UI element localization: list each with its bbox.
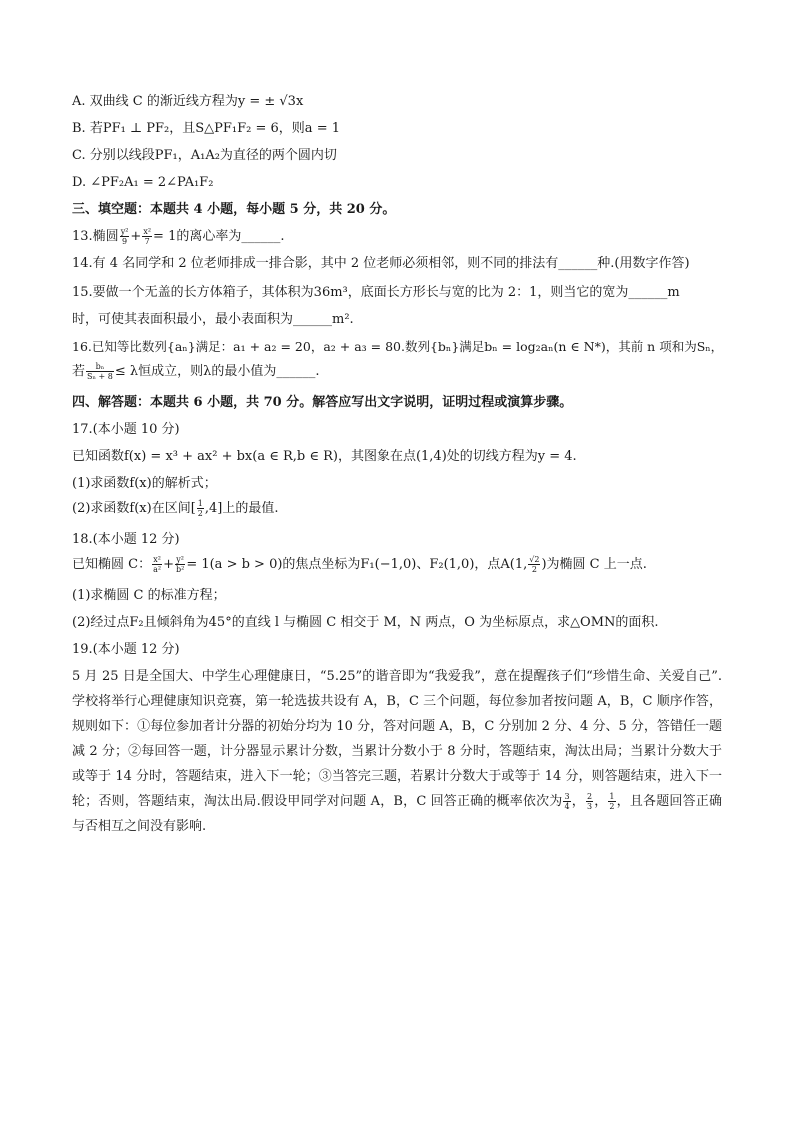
q18-fx-den: a² (153, 565, 162, 574)
q17-frac-den: 2 (197, 509, 203, 518)
q18-stem-suffix: )为椭圆 C 上一点. (541, 557, 647, 572)
question-13 (72, 227, 284, 246)
q19-pc-num: 1 (609, 792, 615, 801)
q19-pa-den: 4 (564, 802, 570, 811)
q19-tail: ，且各题回答正确与否相互之间没有影响. (72, 794, 722, 834)
q16-prefix: 若 (72, 364, 86, 379)
question-15-line1: 15.要做一个无盖的长方体箱子，其体积为36m³，底面长方形长与宽的比为 2：1，则当它的宽为______m (72, 285, 680, 300)
q18-fraction-y (175, 555, 185, 574)
q19-prob-c (608, 792, 615, 811)
q18-part2: (2)经过点F₂且倾斜角为45°的直线 l 与椭圆 C 相交于 M，N 两点，O 为坐标原点，求△OMN的面积. (72, 615, 659, 630)
q19-title: 19.(本小题 12 分) (72, 642, 180, 657)
q19-body-text: 5 月 25 日是全国大、中学生心理健康日，“5.25”的谐音即为“我爱我”，意在提醒孩子们“珍惜生命、关爱自己”.学校将举行心理健康知识竞赛，第一轮选拔共设有 A，B，C 三个问题，每位参加者按问题 A，B，C 顺序作答，规则如下：①每位参加者计分器的初始分均为 10 分，答对问题 A，B，C 分别加 2 分、4 分、5 分，答错任一题减 2 分；②每回答一题，计分器显示累计分数，当累计分数小于 8 分时，答题结束，淘汰出局；当累计分数大于或等于 14 分时，答题结束，进入下一轮；③当答完三题，若累计分数大于或等于 14 分，则答题结束，进入下一轮；否则，答题结束，淘汰出局.假设甲同学对问题 A，B，C 回答正确的概率依次为 (72, 669, 722, 809)
q13-frac2-den: 7 (144, 237, 150, 246)
q19-pc-den: 2 (609, 802, 615, 811)
option-c: C. 分别以线段PF₁，A₁A₂为直径的两个圆内切 (72, 148, 337, 163)
q18-fy-num: y² (176, 555, 185, 564)
q19-prob-a (563, 792, 570, 811)
q13-plus: + (130, 229, 142, 244)
option-b: B. 若PF₁ ⊥ PF₂，且S△PF₁F₂ = 6，则a = 1 (72, 121, 340, 136)
q13-frac1-den: 9 (122, 237, 128, 246)
q17-frac-num: 1 (197, 499, 203, 508)
q18-fx-num: x² (153, 555, 161, 564)
q16-fraction (86, 362, 114, 381)
q17-stem: 已知函数f(x) = x³ + ax² + bx(a ∈ R,b ∈ R)，其图象在点(1,4)处的切线方程为y = 4. (72, 449, 577, 464)
option-a: A. 双曲线 C 的渐近线方程为y = ± √3x (72, 94, 304, 109)
q16-suffix: ≤ λ恒成立，则λ的最小值为______. (114, 364, 320, 379)
q18-stem-mid: = 1(a > b > 0)的焦点坐标为F₁(−1,0)、F₂(1,0)，点A(1, (186, 557, 528, 572)
q18-title: 18.(本小题 12 分) (72, 532, 180, 547)
q18-pt-num: √2 (529, 555, 540, 564)
q17-p2-prefix: (2)求函数f(x)在区间[ (72, 501, 196, 516)
q17-title: 17.(本小题 10 分) (72, 422, 180, 437)
q13-frac2-num: x² (143, 227, 152, 236)
question-15-line2: 时，可使其表面积最小，最小表面积为______m². (72, 312, 354, 327)
q19-body (72, 664, 722, 839)
q16-frac-num: bₙ (86, 362, 114, 372)
q19-pb-num: 2 (586, 792, 593, 801)
q18-stem-prefix: 已知椭圆 C： (72, 557, 152, 572)
q19-sep2: ， (594, 794, 608, 809)
q17-p2-suffix: ,4]上的最值. (204, 501, 279, 516)
q13-prefix: 13.椭圆 (72, 229, 119, 244)
q13-fraction-2 (142, 227, 152, 246)
q19-pa-num: 3 (564, 792, 570, 801)
q18-fy-den: b² (175, 565, 185, 574)
q19-pb-den: 3 (586, 802, 593, 811)
q19-prob-b (586, 792, 593, 811)
q19-sep1: ， (571, 794, 585, 809)
q13-suffix: = 1的离心率为______. (153, 229, 285, 244)
option-d: D. ∠PF₂A₁ = 2∠PA₁F₂ (72, 175, 214, 190)
q17-part1: (1)求函数f(x)的解析式； (72, 476, 217, 491)
section4-heading: 四、解答题：本题共 6 小题，共 70 分。解答应写出文字说明，证明过程或演算步骤。 (72, 395, 573, 410)
section3-heading: 三、填空题：本题共 4 小题，每小题 5 分，共 20 分。 (72, 202, 396, 217)
q13-frac1-num: y² (120, 227, 129, 236)
question-16-line2 (72, 362, 319, 381)
q18-pt-den: 2 (531, 565, 537, 574)
q18-fraction-x (152, 555, 162, 574)
q17-part2 (72, 499, 278, 518)
q16-frac-den: Sₙ + 8 (87, 372, 113, 381)
question-14: 14.有 4 名同学和 2 位老师排成一排合影，其中 2 位老师必须相邻，则不同的排法有______种.(用数字作答) (72, 256, 690, 271)
q17-fraction (197, 499, 204, 518)
q13-fraction-1 (120, 227, 130, 246)
q18-fraction-point (528, 555, 540, 574)
q18-part1: (1)求椭圆 C 的标准方程； (72, 588, 226, 603)
question-16-line1: 16.已知等比数列{aₙ}满足：a₁ + a₂ = 20，a₂ + a₃ = 80.数列{bₙ}满足bₙ = log₂aₙ(n ∈ N*)，其前 n 项和为Sₙ， (72, 339, 724, 354)
q18-stem: 已知椭圆 C： $\frac{\text{x²}}{\text{a²}}$ + $\frac{\text{y²}}{\text{b²}}$ = 1(a > b > 0)的焦点坐标为F₁(−1,0)、F₂(1,0)，点A(1, $\frac{√2}{2}$ )为椭圆 C 上一点. (72, 555, 647, 574)
